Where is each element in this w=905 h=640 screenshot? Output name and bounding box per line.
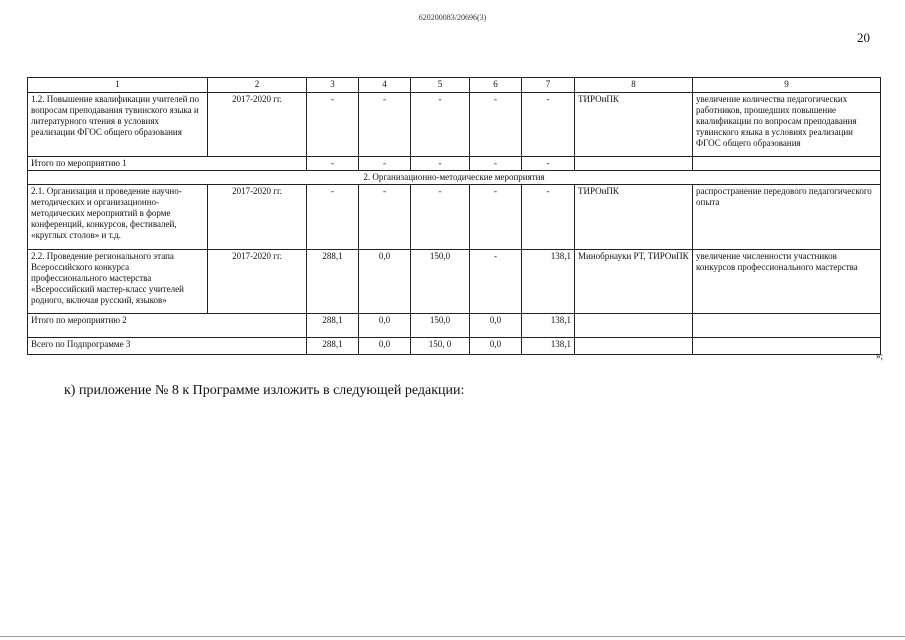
empty-cell <box>693 314 881 338</box>
total-label: Итого по мероприятию 2 <box>28 314 307 338</box>
col-header-8: 8 <box>575 78 693 93</box>
period-cell: 2017-2020 гг. <box>208 93 307 157</box>
value-cell: - <box>307 93 359 157</box>
empty-cell <box>693 157 881 171</box>
empty-cell <box>575 314 693 338</box>
col-header-5: 5 <box>411 78 470 93</box>
value-cell: 0,0 <box>359 314 411 338</box>
value-cell: - <box>470 157 522 171</box>
value-cell: 138,1 <box>522 314 575 338</box>
period-cell: 2017-2020 гг. <box>208 250 307 314</box>
section-row <box>28 171 881 185</box>
executor-cell: ТИРОиПК <box>575 185 693 250</box>
activity-name: 2.2. Проведение регионального этапа Всероссийского конкурса профессионального мастерства «Всероссийский мастер-класс учителей родного, включая русский, языков» <box>28 250 208 314</box>
value-cell: - <box>411 185 470 250</box>
value-cell: 0,0 <box>470 338 522 355</box>
value-cell: 0,0 <box>470 314 522 338</box>
value-cell: 0,0 <box>359 250 411 314</box>
value-cell: 288,1 <box>307 338 359 355</box>
col-header-7: 7 <box>522 78 575 93</box>
result-cell: распространение передового педагогического опыта <box>693 185 881 250</box>
result-cell: увеличение количества педагогических работников, прошедших повышение квалификации по вопросам преподавания тувинского языка в условиях реализации ФГОС общего образования <box>693 93 881 157</box>
page-number: 20 <box>857 30 870 45</box>
grand-total-label: Всего по Подпрограмме 3 <box>28 338 307 355</box>
amendment-paragraph: к) приложение № 8 к Программе изложить в следующей редакции: <box>64 383 465 398</box>
col-header-3: 3 <box>307 78 359 93</box>
col-header-9: 9 <box>693 78 881 93</box>
total-label: Итого по мероприятию 1 <box>28 157 307 171</box>
col-header-4: 4 <box>359 78 411 93</box>
value-cell: 0,0 <box>359 338 411 355</box>
value-cell: - <box>411 157 470 171</box>
value-cell: - <box>307 157 359 171</box>
grand-total-row <box>28 338 881 355</box>
table-row <box>28 185 881 250</box>
value-cell: 150,0 <box>411 250 470 314</box>
closing-quote: »; <box>876 351 884 361</box>
value-cell: - <box>522 93 575 157</box>
value-cell: - <box>411 93 470 157</box>
value-cell: 288,1 <box>307 250 359 314</box>
value-cell: - <box>522 157 575 171</box>
value-cell: - <box>359 157 411 171</box>
value-cell: 138,1 <box>522 338 575 355</box>
value-cell: - <box>307 185 359 250</box>
section-title: 2. Организационно-методические мероприятия <box>28 171 881 185</box>
table-row <box>28 250 881 314</box>
table-row <box>28 93 881 157</box>
value-cell: 138,1 <box>522 250 575 314</box>
header-row <box>28 78 881 93</box>
result-cell: увеличение численности участников конкурсов профессионального мастерства <box>693 250 881 314</box>
value-cell: - <box>359 93 411 157</box>
program-table <box>27 77 881 355</box>
value-cell: - <box>470 250 522 314</box>
col-header-2: 2 <box>208 78 307 93</box>
document-id: 620200083/20696(3) <box>418 13 487 22</box>
value-cell: 150,0 <box>411 314 470 338</box>
empty-cell <box>575 157 693 171</box>
value-cell: 150, 0 <box>411 338 470 355</box>
value-cell: - <box>470 93 522 157</box>
executor-cell: ТИРОиПК <box>575 93 693 157</box>
col-header-1: 1 <box>28 78 208 93</box>
total-row-2 <box>28 314 881 338</box>
value-cell: 288,1 <box>307 314 359 338</box>
value-cell: - <box>522 185 575 250</box>
col-header-6: 6 <box>470 78 522 93</box>
total-row-1 <box>28 157 881 171</box>
value-cell: - <box>359 185 411 250</box>
empty-cell <box>575 338 693 355</box>
activity-name: 1.2. Повышение квалификации учителей по вопросам преподавания тувинского языка и литературного чтения в условиях реализации ФГОС общего образования <box>28 93 208 157</box>
executor-cell: Минобрнауки РТ, ТИРОиПК <box>575 250 693 314</box>
empty-cell <box>693 338 881 355</box>
scan-edge-line <box>0 636 905 637</box>
period-cell: 2017-2020 гг. <box>208 185 307 250</box>
activity-name: 2.1. Организация и проведение научно-методических и организационно-методических мероприятий в форме конференций, конкурсов, фестивалей, «круглых столов» и т.д. <box>28 185 208 250</box>
value-cell: - <box>470 185 522 250</box>
